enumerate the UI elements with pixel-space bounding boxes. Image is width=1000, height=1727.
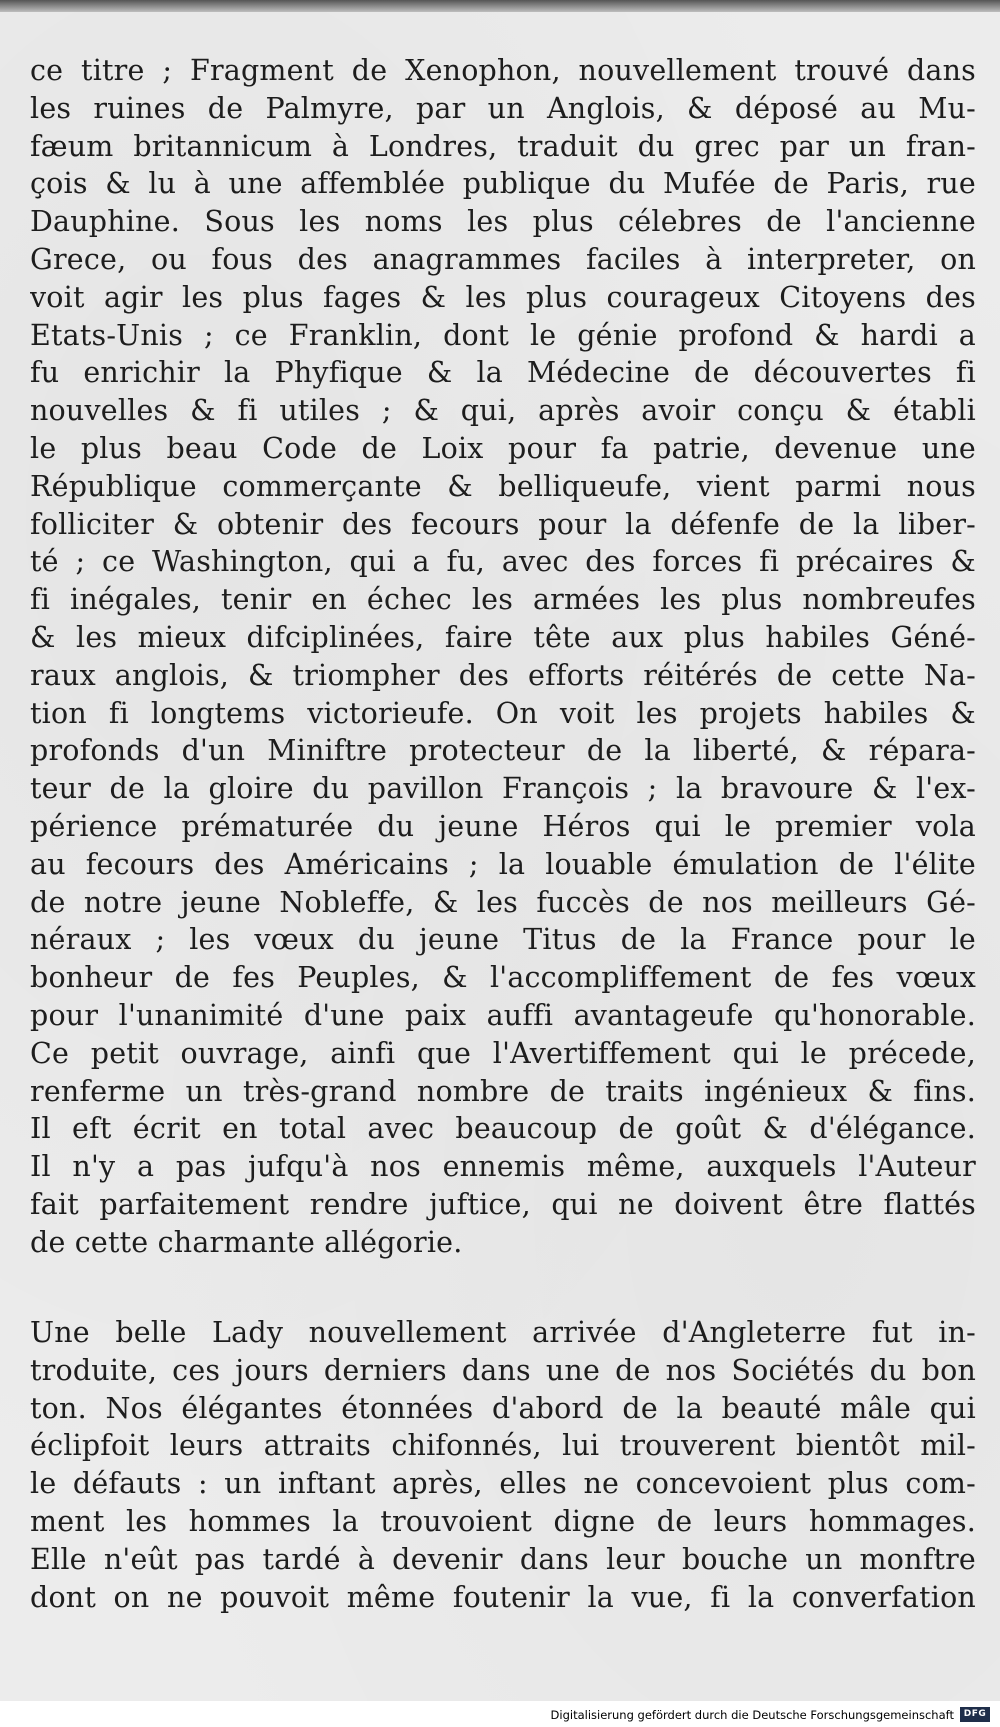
text-line: ment les hommes la trouvoient digne de leurs hommages. — [30, 1504, 976, 1538]
text-line: le défauts : un inftant après, elles ne concevoient plus com- — [30, 1467, 976, 1501]
text-line: profonds d'un Miniftre protecteur de la liberté, & répara- — [30, 734, 976, 768]
text-line: bonheur de fes Peuples, & l'accompliffement de fes vœux — [30, 961, 976, 995]
text-line: & les mieux difciplinées, faire tête aux plus habiles Géné- — [30, 620, 976, 654]
text-line: le plus beau Code de Loix pour fa patrie, devenue une — [30, 431, 976, 465]
text-line: teur de la gloire du pavillon François ; la bravoure & l'ex- — [30, 772, 976, 806]
text-line: troduite, ces jours derniers dans une de nos Sociétés du bon — [30, 1353, 976, 1387]
text-line: de cette charmante allégorie. — [30, 1225, 463, 1259]
paragraph-2 — [30, 1314, 976, 1616]
text-line: République commerçante & belliqueufe, vient parmi nous — [30, 469, 976, 503]
text-line: tion fi longtems victorieufe. On voit les projets habiles & — [30, 696, 976, 730]
text-line: té ; ce Washington, qui a fu, avec des forces fi précaires & — [30, 545, 976, 579]
text-line: Il n'y a pas jufqu'à nos ennemis même, auxquels l'Auteur — [30, 1150, 976, 1184]
footer-bar — [0, 1701, 1000, 1727]
text-line: fait parfaitement rendre juftice, qui ne doivent être flattés — [30, 1187, 976, 1221]
text-line: fu enrichir la Phyfique & la Médecine de découvertes fi — [30, 356, 976, 390]
text-line: éclipfoit leurs attraits chifonnés, lui trouverent bientôt mil- — [30, 1429, 976, 1463]
text-line: de notre jeune Nobleffe, & les fuccès de nos meilleurs Gé- — [30, 885, 976, 919]
paragraph-1 — [30, 52, 976, 1262]
text-line: pour l'unanimité d'une paix auffi avantageufe qu'honorable. — [30, 998, 976, 1032]
text-line: Une belle Lady nouvellement arrivée d'Angleterre fut in- — [30, 1316, 976, 1349]
text-line: Grece, ou fous des anagrammes faciles à interpreter, on — [30, 242, 976, 276]
text-line: Elle n'eût pas tardé à devenir dans leur bouche un monftre — [30, 1542, 976, 1576]
text-line: folliciter & obtenir des fecours pour la défenfe de la liber- — [30, 507, 976, 541]
text-line: Il eft écrit en total avec beaucoup de goût & d'élégance. — [30, 1112, 976, 1146]
text-line: Etats-Unis ; ce Franklin, dont le génie profond & hardi a — [30, 318, 976, 352]
text-line: les ruines de Palmyre, par un Anglois, & déposé au Mu- — [30, 91, 976, 125]
text-line: çois & lu à une affemblée publique du Mufée de Paris, rue — [30, 167, 976, 201]
text-line: fi inégales, tenir en échec les armées les plus nombreufes — [30, 583, 976, 617]
text-line: dont on ne pouvoit même foutenir la vue, fi la converfation — [30, 1580, 976, 1614]
text-line: au fecours des Américains ; la louable émulation de l'élite — [30, 847, 976, 881]
dfg-logo-icon: DFG — [960, 1707, 990, 1722]
text-line: Ce petit ouvrage, ainfi que l'Avertiffement qui le précede, — [30, 1036, 976, 1070]
text-line: raux anglois, & triompher des efforts réitérés de cette Na- — [30, 658, 976, 692]
text-line: voit agir les plus fages & les plus courageux Citoyens des — [30, 280, 976, 314]
text-line: renferme un très-grand nombre de traits ingénieux & fins. — [30, 1074, 976, 1108]
text-line: néraux ; les vœux du jeune Titus de la France pour le — [30, 923, 976, 957]
digitization-credit: Digitalisierung gefördert durch die Deutsche Forschungsgemeinschaft — [550, 1708, 954, 1722]
text-line: ton. Nos élégantes étonnées d'abord de la beauté mâle qui — [30, 1391, 976, 1425]
text-line: Dauphine. Sous les noms les plus célebres de l'ancienne — [30, 205, 976, 239]
page-top-edge — [0, 0, 1000, 12]
text-line: nouvelles & fi utiles ; & qui, après avoir conçu & établi — [30, 394, 976, 428]
text-line: fæum britannicum à Londres, traduit du grec par un fran- — [30, 129, 976, 163]
text-line: ce titre ; Fragment de Xenophon, nouvellement trouvé dans — [30, 54, 976, 87]
text-line: périence prématurée du jeune Héros qui le premier vola — [30, 809, 976, 843]
